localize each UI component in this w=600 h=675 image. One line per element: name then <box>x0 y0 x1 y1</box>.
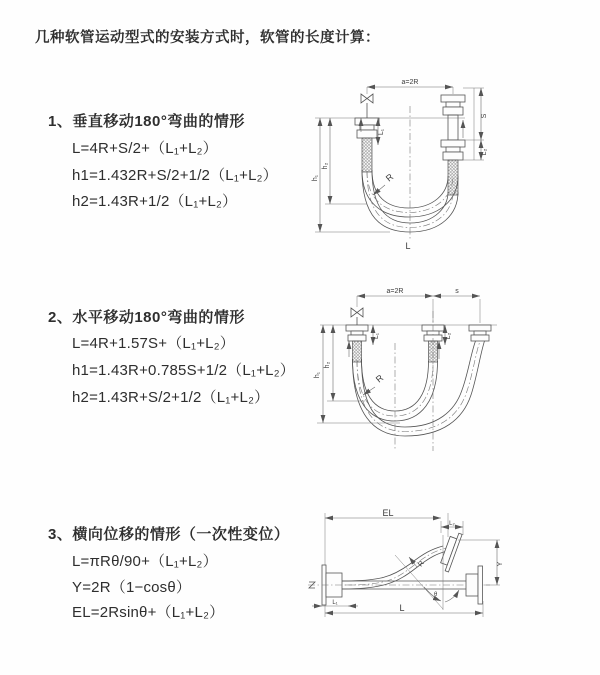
braided-section <box>353 341 362 362</box>
tilted-fitting <box>439 531 463 572</box>
left-fitting <box>355 118 379 172</box>
displaced-hose <box>342 546 448 589</box>
dim-label-L: L <box>399 603 405 613</box>
dim-label-a2r: a=2R <box>386 288 404 295</box>
section2-formula-h1: h1=1.43R+0.785S+1/2（L₁+L₂） <box>72 362 295 379</box>
valve-icon <box>361 94 373 118</box>
dim-label-l2: L₂ <box>449 521 455 527</box>
section2-formula-L: L=4R+1.57S+（L₁+L₂） <box>72 335 235 352</box>
section3-formula-L: L=πRθ/90+（L₁+L₂） <box>72 553 218 570</box>
dim-label-s: s <box>455 288 459 295</box>
dim-label-h1: h₁ <box>312 174 319 182</box>
radius-label: R <box>373 372 386 385</box>
page-title: 几种软管运动型式的安装方式时，软管的长度计算： <box>35 30 380 46</box>
dim-label-y: Y <box>497 561 504 567</box>
radius-leader <box>373 185 385 195</box>
diagram-horizontal-180-bend <box>305 283 575 468</box>
dim-label-h2: h₂ <box>324 361 331 369</box>
radius-label: R <box>417 559 426 569</box>
section1-formula-h2: h2=1.43R+1/2（L₁+L₂） <box>72 193 238 210</box>
dim-label-l1: L₁ <box>378 128 385 136</box>
dim-label-l2: L₂ <box>481 148 488 156</box>
radius-label: R <box>383 171 396 184</box>
dim-label-l2: L₂ <box>445 332 452 340</box>
dim-label-l1: L₁ <box>332 600 338 606</box>
radius-leader <box>409 557 417 567</box>
dim-label-L: L <box>405 241 411 251</box>
section1-formula-L: L=4R+S/2+（L₁+L₂） <box>72 140 218 157</box>
valve-icon <box>351 308 363 325</box>
diagram-vertical-180-bend <box>305 68 575 263</box>
section3-formula-EL: EL=2Rsinθ+（L₁+L₂） <box>72 604 225 621</box>
dim-label-l1: L₁ <box>373 332 380 340</box>
dim-label-s: S <box>481 113 488 119</box>
section3-heading: 3、横向位移的情形（一次性变位） <box>48 526 290 543</box>
theta-label: θ <box>434 592 438 598</box>
dim-label-a2r: a=2R <box>401 79 419 86</box>
right-fitting <box>466 566 483 604</box>
section1-formula-h1: h1=1.432R+S/2+1/2（L₁+L₂） <box>72 167 278 184</box>
section3-formula-Y: Y=2R（1−cosθ） <box>72 579 192 596</box>
braided-section <box>448 160 458 195</box>
dim-label-h1: h₁ <box>314 371 321 379</box>
section2-formula-h2: h2=1.43R+S/2+1/2（L₁+L₂） <box>72 389 270 406</box>
diagram-lateral-displacement <box>300 505 600 635</box>
section1-heading: 1、垂直移动180°弯曲的情形 <box>48 113 245 130</box>
right-fitting <box>469 325 491 341</box>
dim-label-h2: h₂ <box>322 162 329 170</box>
dim-label-el: EL <box>382 508 394 518</box>
theta-arc <box>445 590 459 602</box>
section2-heading: 2、水平移动180°弯曲的情形 <box>48 309 245 326</box>
braided-section <box>362 138 372 172</box>
